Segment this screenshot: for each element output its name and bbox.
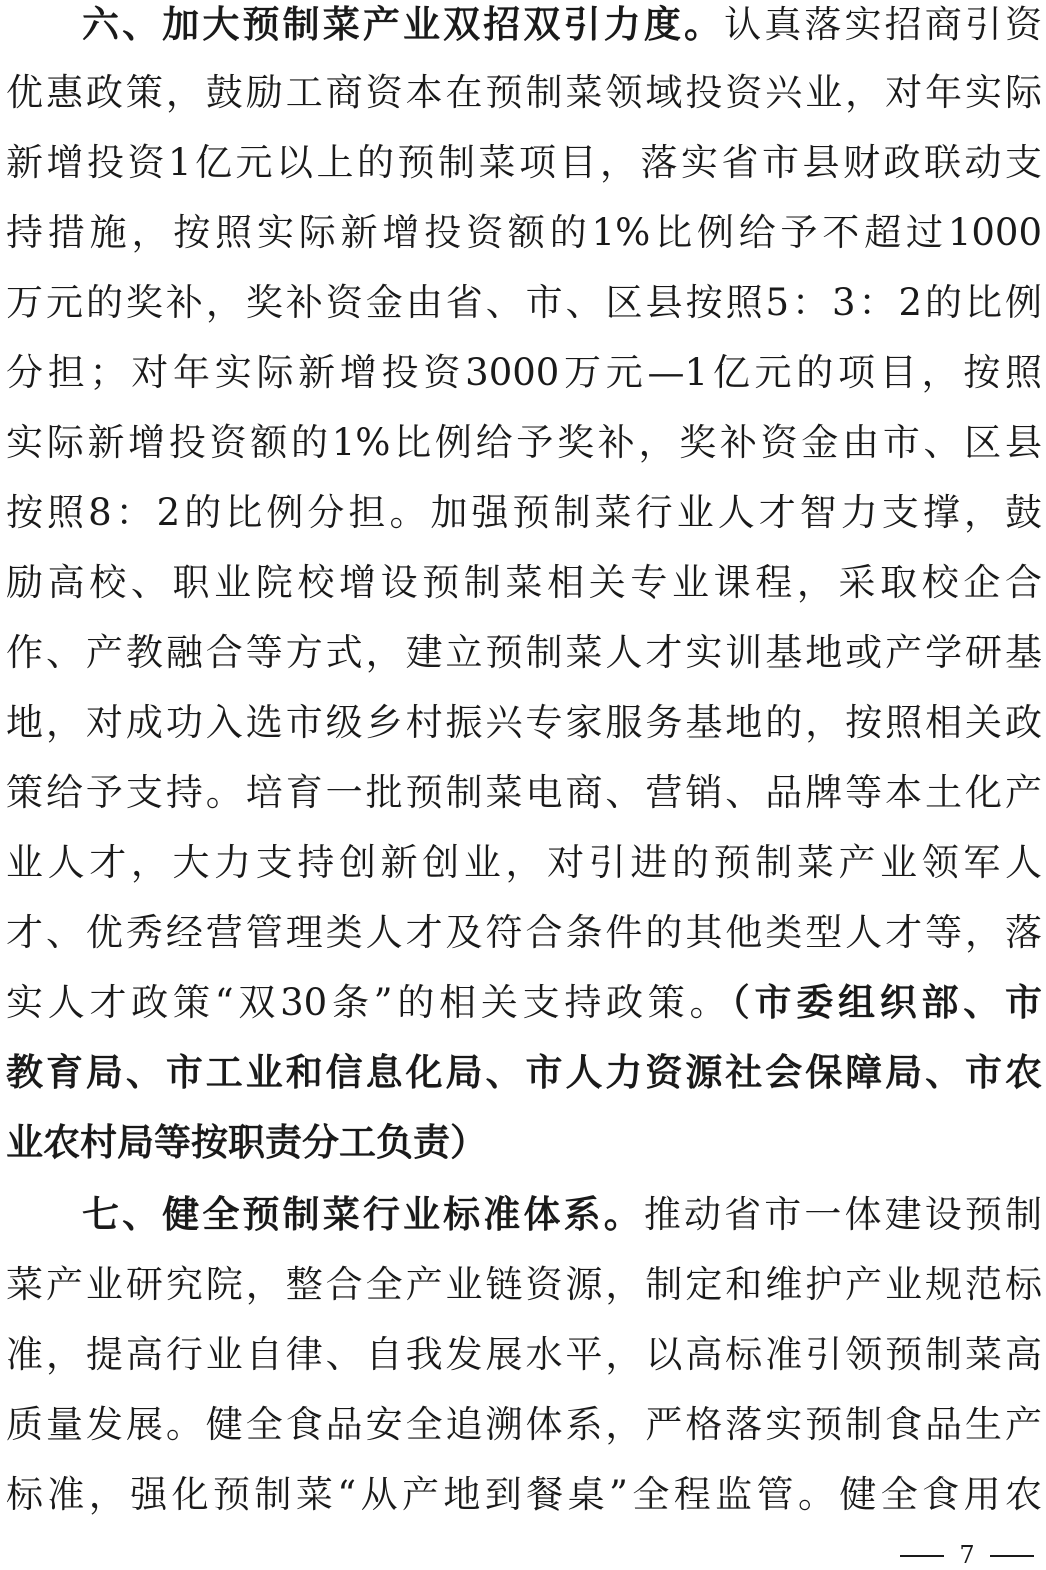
- body-line: 地，对成功入选市级乡村振兴专家服务基地的，按照相关政: [6, 701, 1042, 744]
- body-line: 质量发展。健全食品安全追溯体系，严格落实预制食品生产: [6, 1403, 1042, 1446]
- page-number-dash-left: [900, 1555, 944, 1557]
- responsible-departments-line: 教育局、市工业和信息化局、市人力资源社会保障局、市农: [6, 1051, 1042, 1094]
- page-number: 7: [959, 1541, 975, 1569]
- paragraph-6-line-1: [6, 0, 1042, 50]
- paragraph-7-line-1: [6, 1190, 1042, 1240]
- body-line: 实际新增投资额的1%比例给予奖补，奖补资金由市、区县: [6, 421, 1042, 464]
- body-line: 新增投资1亿元以上的预制菜项目，落实省市县财政联动支: [6, 141, 1042, 184]
- body-line: 按照8：2的比例分担。加强预制菜行业人才智力支撑，鼓: [6, 491, 1042, 534]
- page-number-dash-right: [990, 1555, 1034, 1557]
- body-line: 作、产教融合等方式，建立预制菜人才实训基地或产学研基: [6, 631, 1042, 674]
- body-line: 优惠政策，鼓励工商资本在预制菜领域投资兴业，对年实际: [6, 71, 1042, 114]
- body-line: 策给予支持。培育一批预制菜电商、营销、品牌等本土化产: [6, 771, 1042, 814]
- body-line: 菜产业研究院，整合全产业链资源，制定和维护产业规范标: [6, 1263, 1042, 1306]
- body-line: 才、优秀经营管理类人才及符合条件的其他类型人才等，落: [6, 911, 1042, 954]
- body-text: 认真落实招商引资: [724, 3, 1043, 46]
- body-line: 分担；对年实际新增投资3000万元—1亿元的项目，按照: [6, 351, 1042, 394]
- page-footer: [0, 1540, 1046, 1570]
- body-line: 持措施，按照实际新增投资额的1%比例给予不超过1000: [6, 211, 1042, 254]
- body-line: 万元的奖补，奖补资金由省、市、区县按照5：3：2的比例: [6, 281, 1042, 324]
- body-line-with-responsibility: [6, 978, 1042, 1028]
- body-text: 推动省市一体建设预制: [643, 1193, 1043, 1236]
- responsible-departments: （市委组织部、市: [731, 981, 1042, 1024]
- section-6-heading: 六、加大预制菜产业双招双引力度。: [82, 3, 725, 46]
- body-line: 业人才，大力支持创新创业，对引进的预制菜产业领军人: [6, 841, 1042, 884]
- section-7-heading: 七、健全预制菜行业标准体系。: [82, 1193, 644, 1236]
- body-line: 励高校、职业院校增设预制菜相关专业课程，采取校企合: [6, 561, 1042, 604]
- body-line: 标准，强化预制菜“从产地到餐桌”全程监管。健全食用农: [6, 1473, 1042, 1516]
- responsible-departments-line: 业农村局等按职责分工负责）: [6, 1121, 487, 1164]
- body-text: 实人才政策“双30条”的相关支持政策。: [6, 981, 732, 1024]
- body-line: 准，提高行业自律、自我发展水平，以高标准引领预制菜高: [6, 1333, 1042, 1376]
